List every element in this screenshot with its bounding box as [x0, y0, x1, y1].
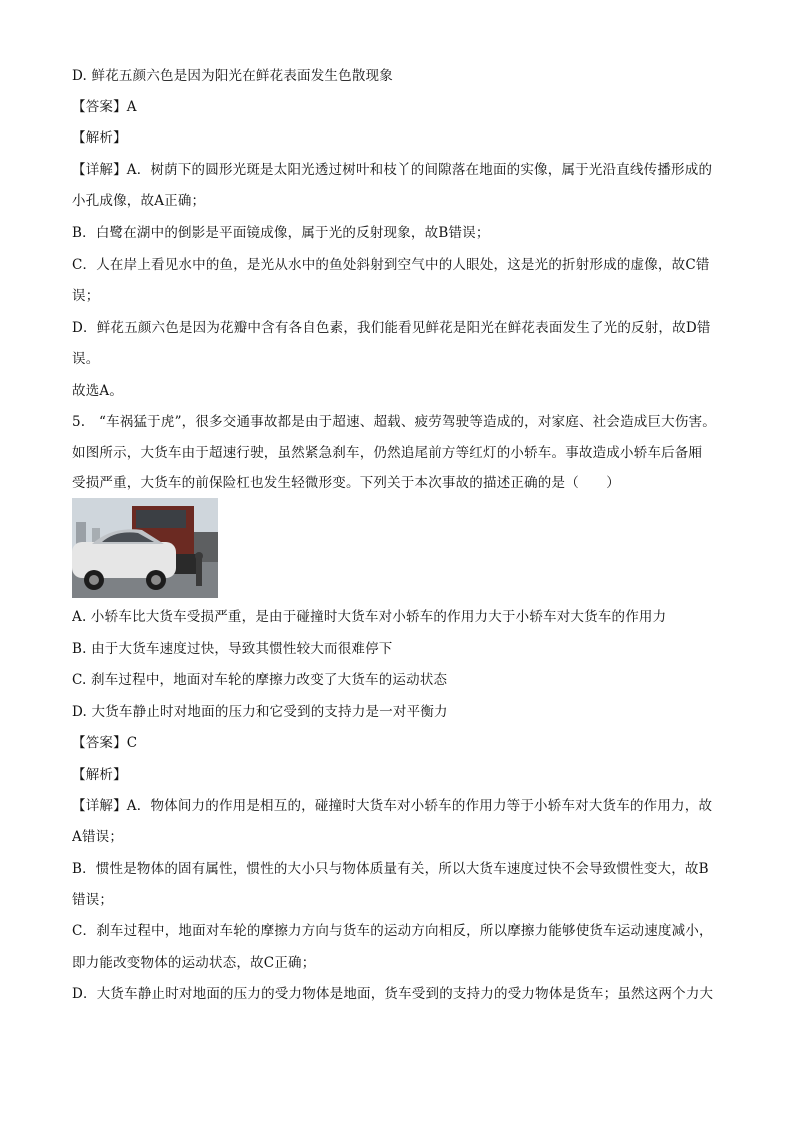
explanation-text: C．人在岸上看见水中的鱼，是光从水中的鱼处斜射到空气中的人眼处，这是光的折射形成的虚像，故C错	[72, 257, 710, 273]
explanation-text: B．惯性是物体的固有属性，惯性的大小只与物体质量有关，所以大货车速度过快不会导致惯性变大，故B	[72, 861, 709, 877]
explanation-text: 即力能改变物体的运动状态，故C正确；	[72, 955, 316, 971]
option-c: C. 刹车过程中，地面对车轮的摩擦力改变了大货车的运动状态	[72, 672, 448, 688]
accident-photo	[72, 498, 218, 598]
option-d-prev: D. 鲜花五颜六色是因为阳光在鲜花表面发生色散现象	[72, 68, 393, 84]
explanation-text: 小孔成像，故A正确；	[72, 193, 206, 209]
answer-label: 【答案】C	[72, 735, 138, 751]
explanation-text: C．刹车过程中，地面对车轮的摩擦力方向与货车的运动方向相反，所以摩擦力能够使货车运动速度减小，	[72, 923, 713, 939]
explanation-text: A错误；	[72, 829, 124, 845]
explanation-text: B．白鹭在湖中的倒影是平面镜成像，属于光的反射现象，故B错误；	[72, 225, 490, 241]
option-a: A. 小轿车比大货车受损严重，是由于碰撞时大货车对小轿车的作用力大于小轿车对大货车的作用力	[72, 609, 667, 625]
option-d: D. 大货车静止时对地面的压力和它受到的支持力是一对平衡力	[72, 704, 448, 720]
explanation-text: D．鲜花五颜六色是因为花瓣中含有各自色素，我们能看见鲜花是阳光在鲜花表面发生了光的反射，故D错	[72, 320, 711, 336]
question-stem: 受损严重，大货车的前保险杠也发生轻微形变。下列关于本次事故的描述正确的是（ ）	[72, 475, 620, 491]
analysis-label: 【解析】	[72, 130, 127, 146]
explanation-text: 【详解】A．物体间力的作用是相互的，碰撞时大货车对小轿车的作用力等于小轿车对大货车的作用力，故	[72, 798, 713, 814]
answer-label: 【答案】A	[72, 99, 137, 115]
explanation-text: 误；	[72, 288, 100, 304]
option-b: B. 由于大货车速度过快，导致其惯性较大而很难停下	[72, 641, 393, 657]
explanation-text: D．大货车静止时对地面的压力的受力物体是地面，货车受到的支持力的受力物体是货车；虽然这两个力大	[72, 986, 714, 1002]
explanation-text: 错误；	[72, 892, 114, 908]
explanation-text: 误。	[72, 351, 100, 367]
question-stem: 5. “车祸猛于虎”，很多交通事故都是由于超速、超载、疲劳驾驶等造成的，对家庭、社会造成巨大伤害。	[72, 414, 716, 430]
explanation-text: 【详解】A．树荫下的圆形光斑是太阳光透过树叶和枝丫的间隙落在地面的实像，属于光沿直线传播形成的	[72, 162, 713, 178]
question-stem: 如图所示，大货车由于超速行驶，虽然紧急刹车，仍然追尾前方等红灯的小轿车。事故造成小轿车后备厢	[72, 445, 703, 461]
final-choice: 故选A。	[72, 383, 124, 399]
analysis-label: 【解析】	[72, 767, 127, 783]
